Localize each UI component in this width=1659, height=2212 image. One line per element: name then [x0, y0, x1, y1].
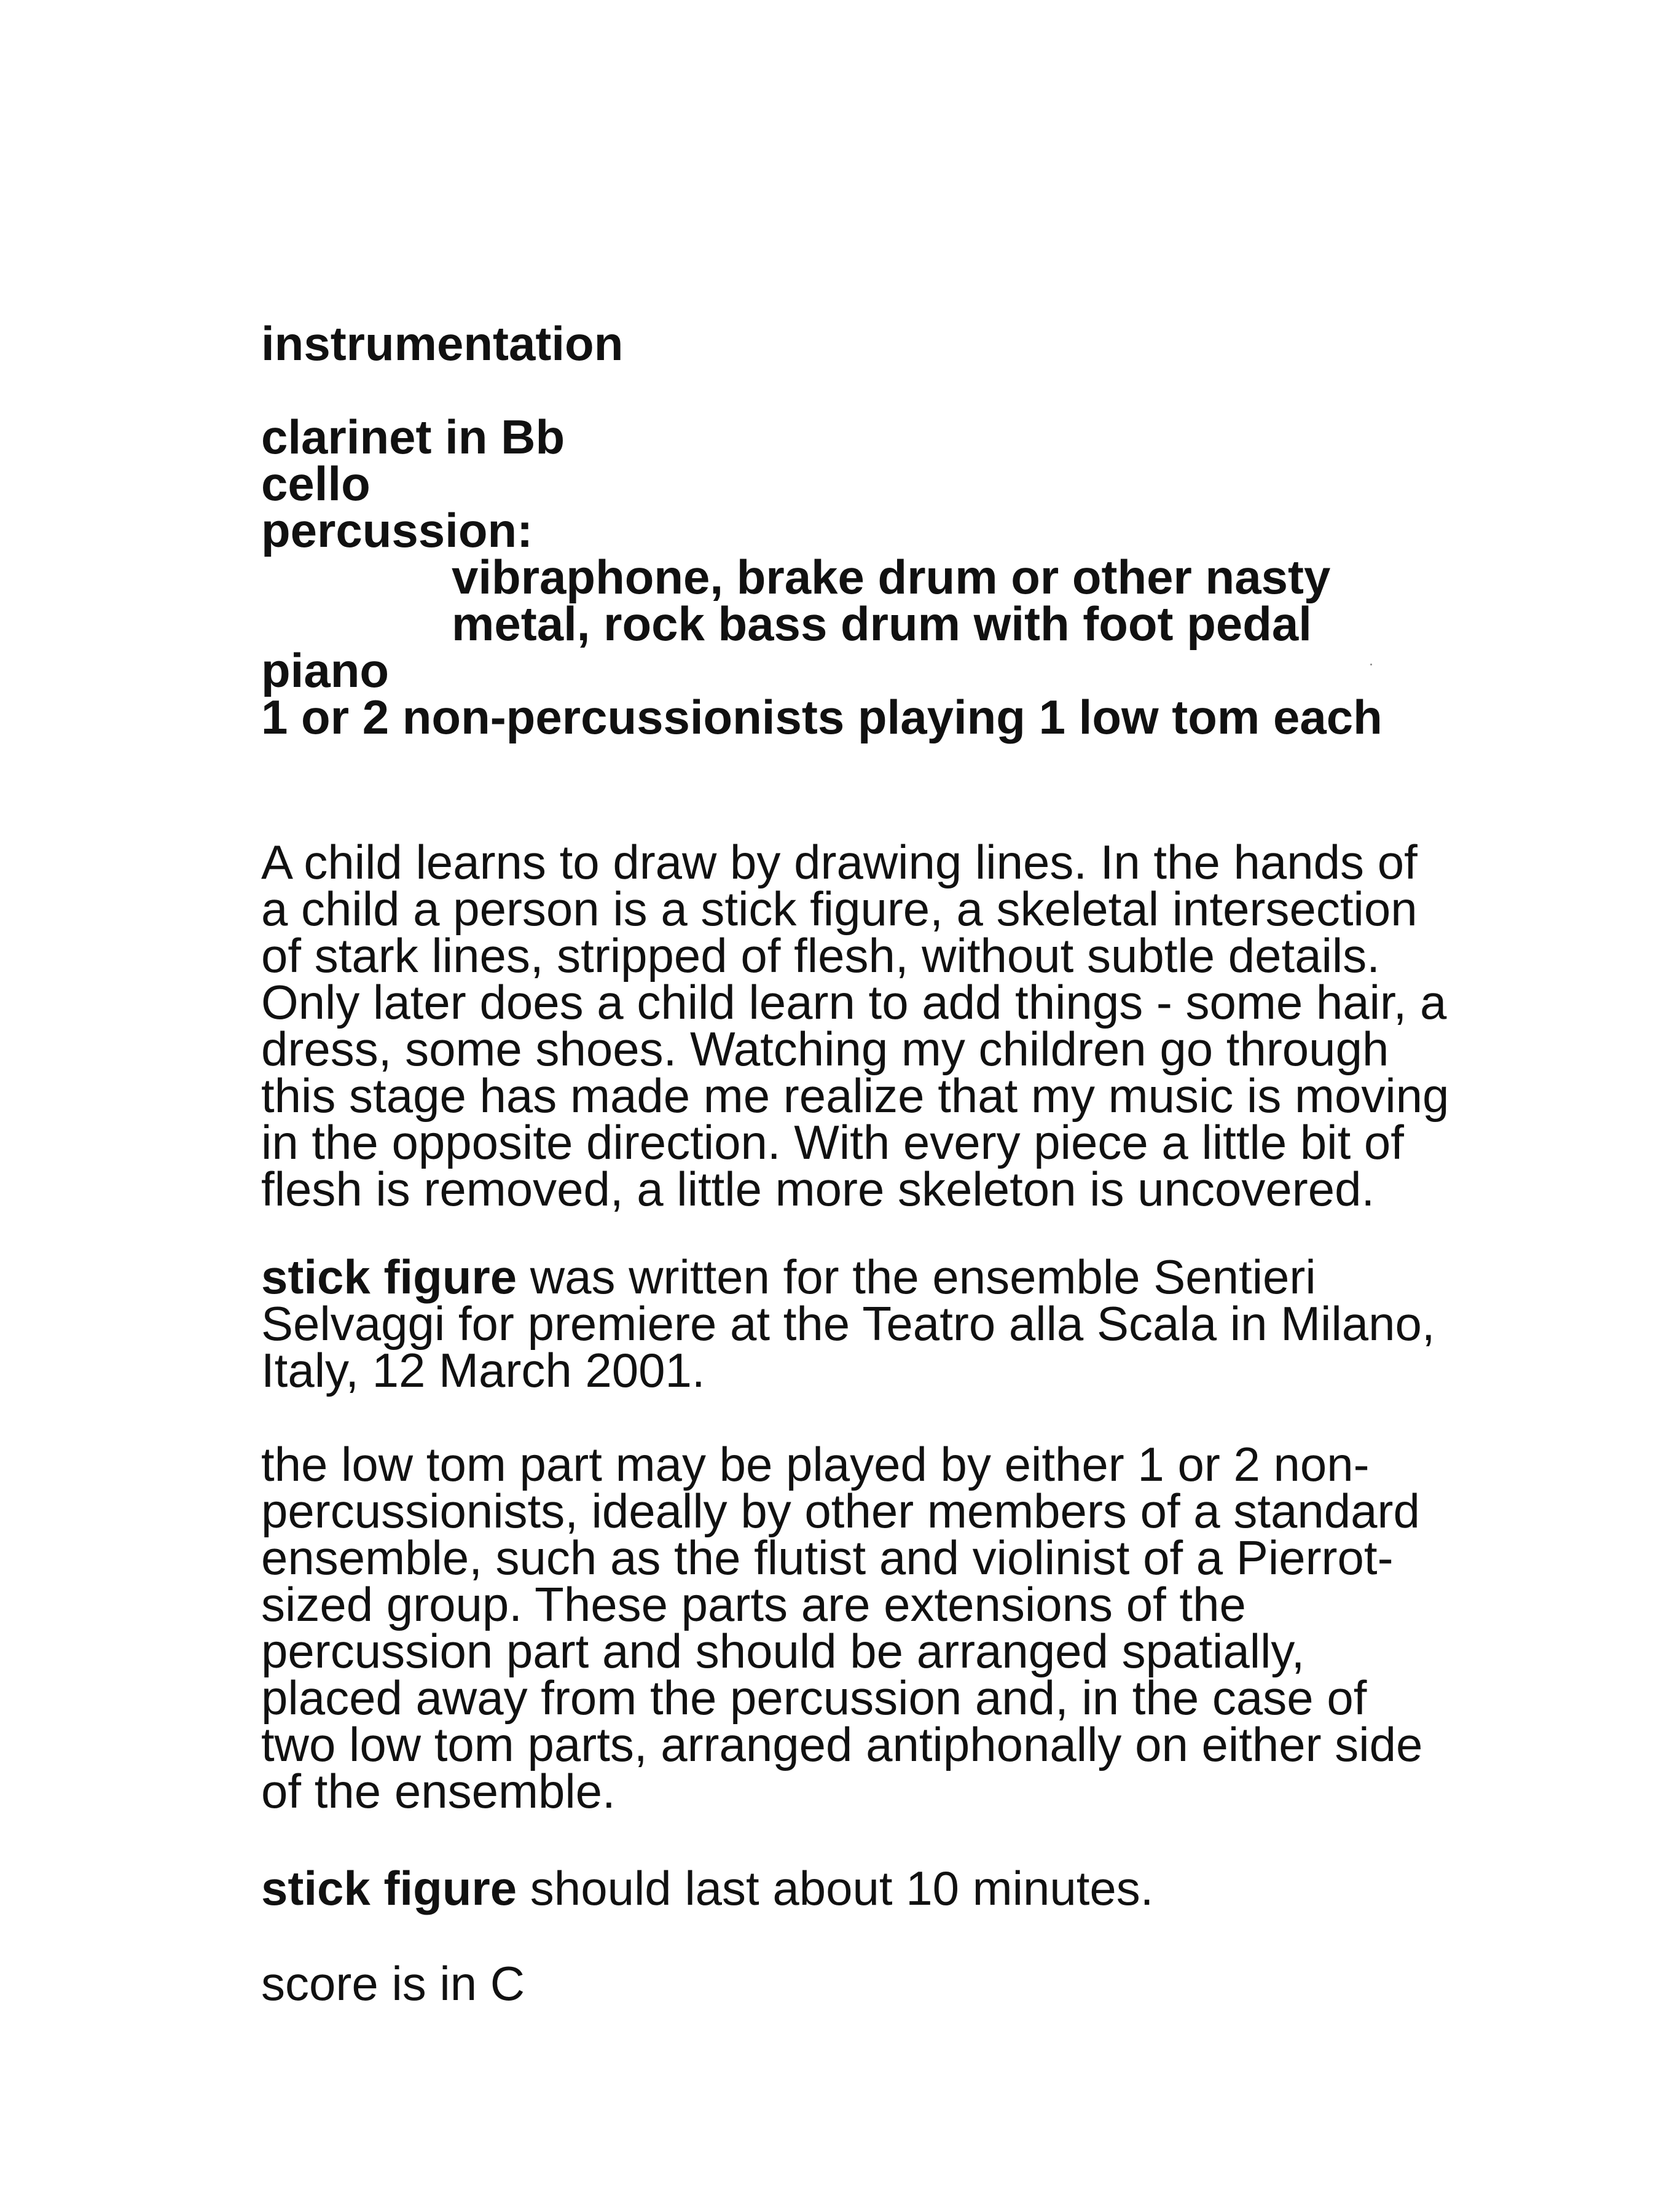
score-note: score is in C — [261, 1956, 525, 2010]
instrument-cello: cello — [261, 457, 371, 511]
low-tom-line: two low tom parts, arranged antiphonally on either side — [261, 1717, 1423, 1771]
program-note-line: this stage has made me realize that my music is moving — [261, 1069, 1449, 1123]
duration-paragraph — [261, 1861, 1441, 1915]
low-tom-line: ensemble, such as the flutist and violinist of a Pierrot- — [261, 1531, 1394, 1585]
score-note-paragraph — [261, 1956, 1441, 2010]
low-tom-line: of the ensemble. — [261, 1764, 616, 1818]
premiere-paragraph — [261, 1250, 1441, 1397]
low-tom-line: percussion part and should be arranged spatially, — [261, 1624, 1305, 1678]
program-note-line: of stark lines, stripped of flesh, without subtle details. — [261, 928, 1380, 982]
piece-title: stick figure — [261, 1250, 517, 1304]
premiere-line-1-text: was written for the ensemble Sentieri — [517, 1250, 1316, 1304]
low-tom-line: the low tom part may be played by either 1 or 2 non- — [261, 1437, 1370, 1491]
low-tom-line: placed away from the percussion and, in the case of — [261, 1671, 1367, 1725]
instrument-piano: piano — [261, 643, 389, 697]
duration-text: should last about 10 minutes. — [517, 1861, 1154, 1915]
percussion-detail-line-2: metal, rock bass drum with foot pedal — [452, 597, 1312, 651]
instrument-percussion: percussion: — [261, 503, 533, 557]
scan-speck — [1370, 664, 1372, 665]
low-tom-paragraph — [261, 1437, 1441, 1818]
duration-line — [261, 1861, 1441, 1915]
premiere-line-1 — [261, 1250, 1441, 1304]
piece-title: stick figure — [261, 1861, 517, 1915]
low-tom-line: sized group. These parts are extensions of the — [261, 1577, 1246, 1631]
premiere-line-3: Italy, 12 March 2001. — [261, 1343, 705, 1397]
instrumentation-heading: instrumentation — [261, 316, 624, 371]
premiere-line-2: Selvaggi for premiere at the Teatro alla Scala in Milano, — [261, 1296, 1435, 1351]
instrument-clarinet: clarinet in Bb — [261, 410, 565, 464]
program-note-line: dress, some shoes. Watching my children go through — [261, 1022, 1389, 1076]
program-note-line: in the opposite direction. With every piece a little bit of — [261, 1115, 1404, 1169]
program-note-line: a child a person is a stick figure, a skeletal intersection — [261, 882, 1418, 936]
program-note-line: flesh is removed, a little more skeleton is uncovered. — [261, 1162, 1375, 1216]
program-note-line: A child learns to draw by drawing lines. In the hands of — [261, 835, 1418, 889]
percussion-detail-line-1: vibraphone, brake drum or other nasty — [452, 550, 1331, 604]
instrument-low-tom: 1 or 2 non-percussionists playing 1 low tom each — [261, 690, 1382, 744]
program-note-line: Only later does a child learn to add things - some hair, a — [261, 975, 1447, 1029]
program-note-paragraph — [261, 835, 1449, 1216]
low-tom-line: percussionists, ideally by other members of a standard — [261, 1484, 1420, 1538]
